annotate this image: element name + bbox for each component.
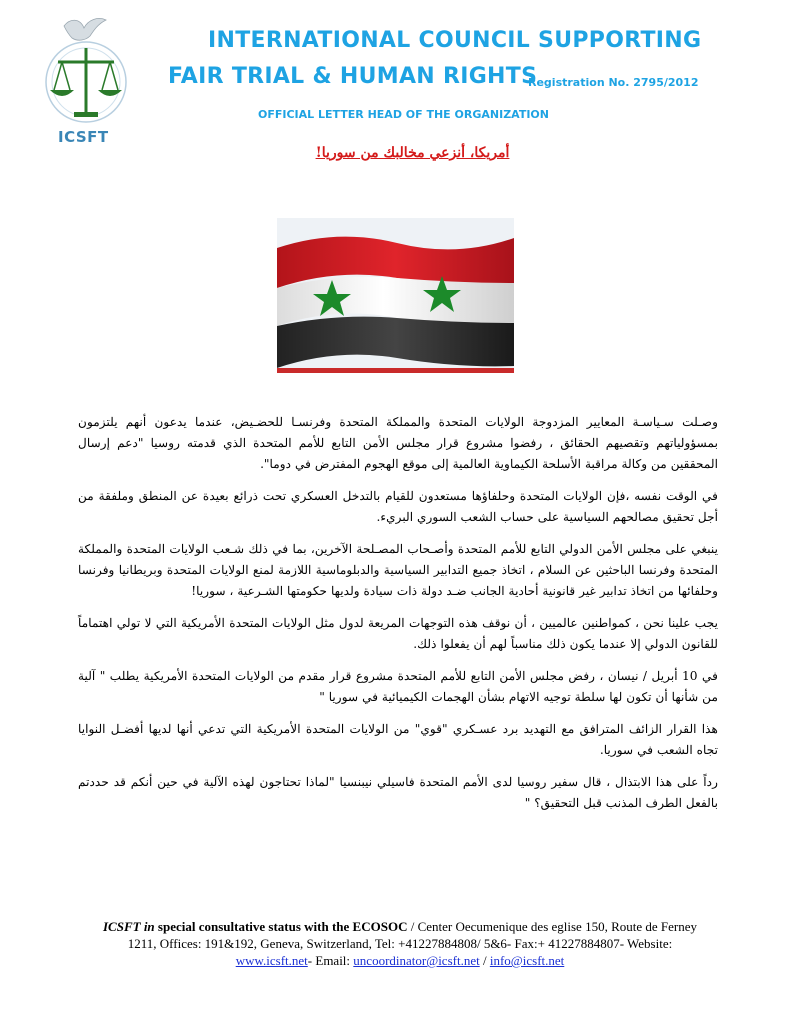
footer-status: special consultative status with the ECOSOC <box>154 919 408 934</box>
letter-body <box>78 412 718 825</box>
paragraph: وصـلت سـياسـة المعايير المزدوجة الولايات المتحدة والمملكة المتحدة وفرنسـا للحضـيض، عندما يدعون أنهم يلتزمون بمسؤولياتهم وتقصيهم الحقائق ، رفضوا مشروع قرار مجلس الأمن التابع للأمم المتحدة الذي قدمته روسيا "دعم إرسال المحققين من وكالة مراقبة الأسلحة الكيماوية العالمية إلى موقع الهجوم المفترض في دوما". <box>78 415 718 471</box>
letterhead-subheading: OFFICIAL LETTER HEAD OF THE ORGANIZATION <box>258 108 549 121</box>
footer-address1: / Center Oecumenique des eglise 150, Route de Ferney <box>407 919 697 934</box>
paragraph: يجب علينا نحن ، كمواطنين عالميين ، أن نوقف هذه التوجهات المريعة لدول مثل الولايات المتحدة الأمريكية التي لا تولي اهتماماً للقانون الدولي إلا عندما يكون ذلك مناسباً لهم أن يفعلوا ذلك. <box>78 616 718 651</box>
footer-line3 <box>60 952 740 969</box>
paragraph: ينبغي على مجلس الأمن الدولي التابع للأمم المتحدة وأصـحاب المصـلحة الآخرين، بما في ذلك شـعب الولايات المتحدة والمملكة المتحدة وفرنسا الباحثين عن السلام ، اتخاذ جميع التدابير السياسية والدبلوماسية اللازمة لمنع الولايات المتحدة وبريطانيا وفرنسا وحلفائها من اتخاذ تدابير غير قانونية أحادية الجانب ضـد دولة ذات سيادة ولديها حكومتها الشـرعية ، سوريا! <box>78 542 718 598</box>
email-link-info[interactable]: info@icsft.net <box>489 953 565 968</box>
email-label: - Email: <box>307 953 354 968</box>
email-link-uncoordinator[interactable]: uncoordinator@icsft.net <box>353 953 480 968</box>
paragraph: هذا القرار الزائف المترافق مع التهديد برد عسـكري "قوي" من الولايات المتحدة الأمريكية التي تدعي أنها لديها أفضـل النوايا تجاه الشعب في سوريا. <box>78 722 718 757</box>
paragraph: في الوقت نفسه ،فإن الولايات المتحدة وحلفاؤها مستعدون للقيام بالتدخل العسكري تحت ذرائع بعيدة عن المنطق وملفقة من أجل تحقيق مصالحهم السياسية على حساب الشعب السوري البريء. <box>78 489 718 524</box>
logo-text: ICSFT <box>58 128 109 146</box>
paragraph: في 10 أبريل / نيسان ، رفض مجلس الأمن التابع للأمم المتحدة مشروع قرار مقدم من الولايات المتحدة الأمريكية يطلب " آلية من شأنها أن تكون لها سلطة توجيه الاتهام بشأن الهجمات الكيميائية في سوريا " <box>78 669 718 704</box>
footer-org: ICSFT in <box>103 919 155 934</box>
paragraph: رداً على هذا الابتذال ، قال سفير روسيا لدى الأمم المتحدة فاسيلي نيبنسيا "لماذا تحتاجون لهذه الآلية في حين أنكم قد حددتم بالفعل الطرف المذنب قبل التحقيق؟ " <box>78 775 718 810</box>
email-separator: / <box>479 953 490 968</box>
footer-address2: 1211, Offices: 191&192, Geneva, Switzerland, Tel: +41227884808/ 5&6- Fax:+ 41227884807- Website: <box>127 936 673 951</box>
website-link[interactable]: www.icsft.net <box>235 953 308 968</box>
letterhead-footer <box>60 918 740 969</box>
footer-line1 <box>60 918 740 935</box>
registration-number: Registration No. 2795/2012 <box>528 76 699 89</box>
org-title-line2: FAIR TRIAL & HUMAN RIGHTS <box>168 64 538 89</box>
document-title: أمريكا، أنزعي مخالبك من سوريا! <box>315 145 510 161</box>
syrian-flag-image <box>277 218 514 373</box>
org-title-line1: INTERNATIONAL COUNCIL SUPPORTING <box>208 28 702 53</box>
